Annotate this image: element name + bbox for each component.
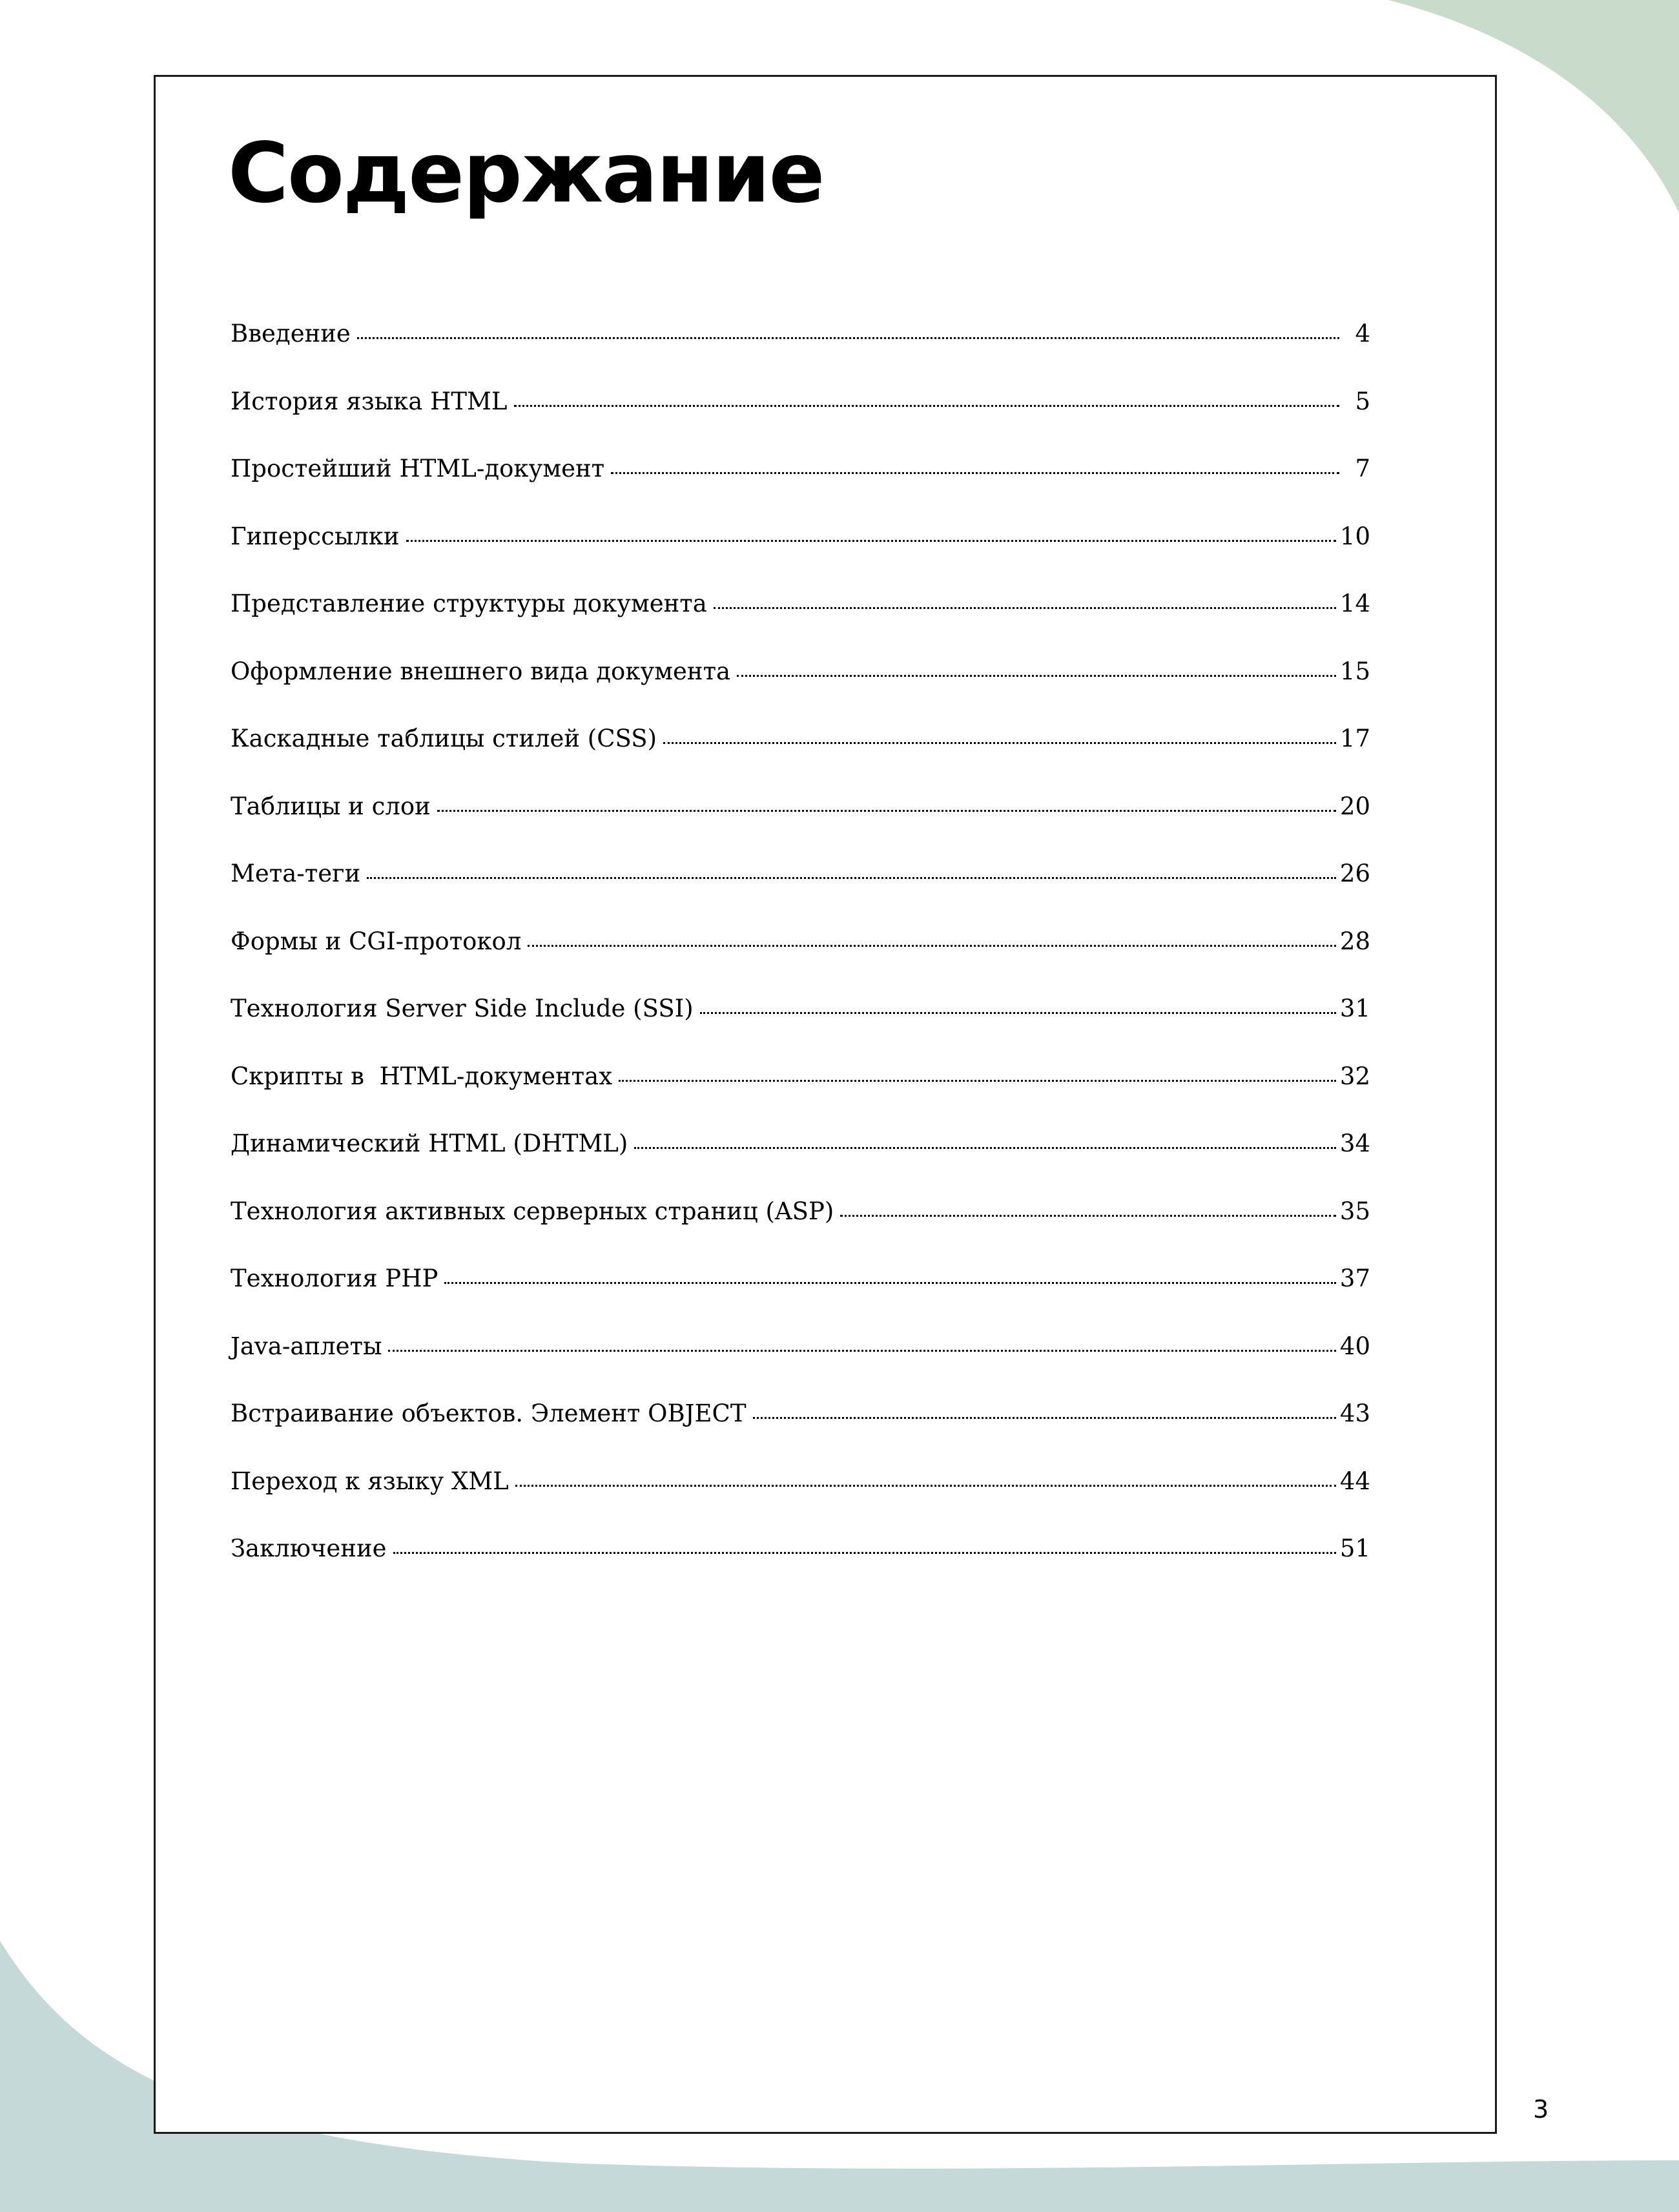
- toc-entry[interactable]: [231, 320, 1370, 388]
- toc-entry-page: 37: [1339, 1265, 1370, 1292]
- dot-leader: [444, 1282, 1336, 1284]
- dot-leader: [700, 1012, 1336, 1014]
- toc-entry-title: Технология Server Side Include (SSI): [231, 995, 694, 1022]
- toc-entry-page: 43: [1339, 1400, 1370, 1427]
- dot-leader: [367, 877, 1336, 879]
- dot-leader: [619, 1080, 1336, 1082]
- toc-entry-title: Переход к языку XML: [231, 1467, 509, 1495]
- toc-entry[interactable]: [231, 388, 1370, 455]
- toc-entry-page: 35: [1339, 1197, 1370, 1225]
- toc-entry[interactable]: [231, 1197, 1370, 1265]
- toc-entry-page: 15: [1339, 657, 1370, 685]
- content-frame: [154, 75, 1497, 2134]
- dot-leader: [514, 405, 1340, 407]
- toc-entry[interactable]: [231, 1265, 1370, 1332]
- toc-entry-title: Технология активных серверных страниц (ASP): [231, 1197, 834, 1225]
- toc-entry-title: Встраивание объектов. Элемент OBJECT: [231, 1400, 747, 1427]
- toc-entry-page: 20: [1339, 792, 1370, 820]
- toc-entry[interactable]: [231, 657, 1370, 725]
- toc-entry-page: 7: [1355, 455, 1370, 482]
- toc-entry[interactable]: [231, 1467, 1370, 1535]
- dot-leader: [515, 1485, 1336, 1487]
- dot-leader: [357, 337, 1339, 339]
- page-number: 3: [1533, 2095, 1549, 2124]
- toc-entry[interactable]: [231, 1130, 1370, 1197]
- dot-leader: [753, 1417, 1336, 1419]
- toc-entry[interactable]: [231, 1332, 1370, 1400]
- toc-entry-page: 51: [1339, 1535, 1370, 1562]
- dot-leader: [714, 607, 1336, 609]
- toc-entry-page: 10: [1339, 522, 1370, 550]
- toc-entry[interactable]: [231, 522, 1370, 590]
- toc-entry[interactable]: [231, 927, 1370, 995]
- toc-entry[interactable]: [231, 455, 1370, 522]
- toc-entry-page: 4: [1355, 320, 1370, 347]
- toc-entry[interactable]: [231, 1062, 1370, 1130]
- toc-entry-title: Скрипты в HTML-документах: [231, 1062, 613, 1090]
- dot-leader: [406, 540, 1336, 542]
- page-title: Содержание: [228, 125, 824, 222]
- dot-leader: [737, 675, 1336, 677]
- toc-entry-page: 5: [1355, 387, 1370, 415]
- table-of-contents: [231, 320, 1370, 1602]
- toc-entry-title: Формы и CGI-протокол: [231, 927, 522, 955]
- toc-entry[interactable]: [231, 1535, 1370, 1602]
- toc-entry-title: Гиперссылки: [231, 522, 400, 550]
- toc-entry-page: 17: [1339, 725, 1370, 752]
- toc-entry-title: Каскадные таблицы стилей (CSS): [231, 725, 657, 752]
- dot-leader: [393, 1552, 1336, 1554]
- toc-entry-title: Java-аплеты: [231, 1332, 382, 1360]
- toc-entry-title: Простейший HTML-документ: [231, 455, 605, 482]
- dot-leader: [437, 810, 1336, 812]
- toc-entry[interactable]: [231, 995, 1370, 1062]
- dot-leader: [528, 945, 1336, 947]
- toc-entry-title: Заключение: [231, 1535, 387, 1562]
- toc-entry-title: Технология PHP: [231, 1265, 438, 1292]
- toc-entry-page: 40: [1339, 1332, 1370, 1360]
- toc-entry-title: История языка HTML: [231, 387, 508, 415]
- toc-entry[interactable]: [231, 792, 1370, 860]
- toc-entry-title: Оформление внешнего вида документа: [231, 657, 731, 685]
- toc-entry-title: Мета-теги: [231, 860, 361, 887]
- toc-entry-page: 28: [1339, 927, 1370, 955]
- toc-entry-title: Введение: [231, 320, 351, 347]
- toc-entry[interactable]: [231, 860, 1370, 927]
- toc-entry-page: 44: [1339, 1467, 1370, 1495]
- toc-entry-title: Таблицы и слои: [231, 792, 431, 820]
- dot-leader: [663, 742, 1336, 744]
- toc-entry-title: Представление структуры документа: [231, 590, 707, 617]
- dot-leader: [634, 1147, 1336, 1149]
- toc-entry-page: 26: [1339, 860, 1370, 887]
- dot-leader: [840, 1215, 1336, 1217]
- toc-entry-page: 32: [1339, 1062, 1370, 1090]
- toc-entry[interactable]: [231, 1400, 1370, 1467]
- dot-leader: [611, 472, 1339, 474]
- toc-entry-page: 14: [1339, 590, 1370, 617]
- toc-entry-page: 34: [1339, 1130, 1370, 1157]
- toc-entry[interactable]: [231, 590, 1370, 657]
- toc-entry-page: 31: [1339, 995, 1370, 1022]
- toc-entry-title: Динамический HTML (DHTML): [231, 1130, 628, 1157]
- dot-leader: [388, 1350, 1336, 1352]
- toc-entry[interactable]: [231, 725, 1370, 792]
